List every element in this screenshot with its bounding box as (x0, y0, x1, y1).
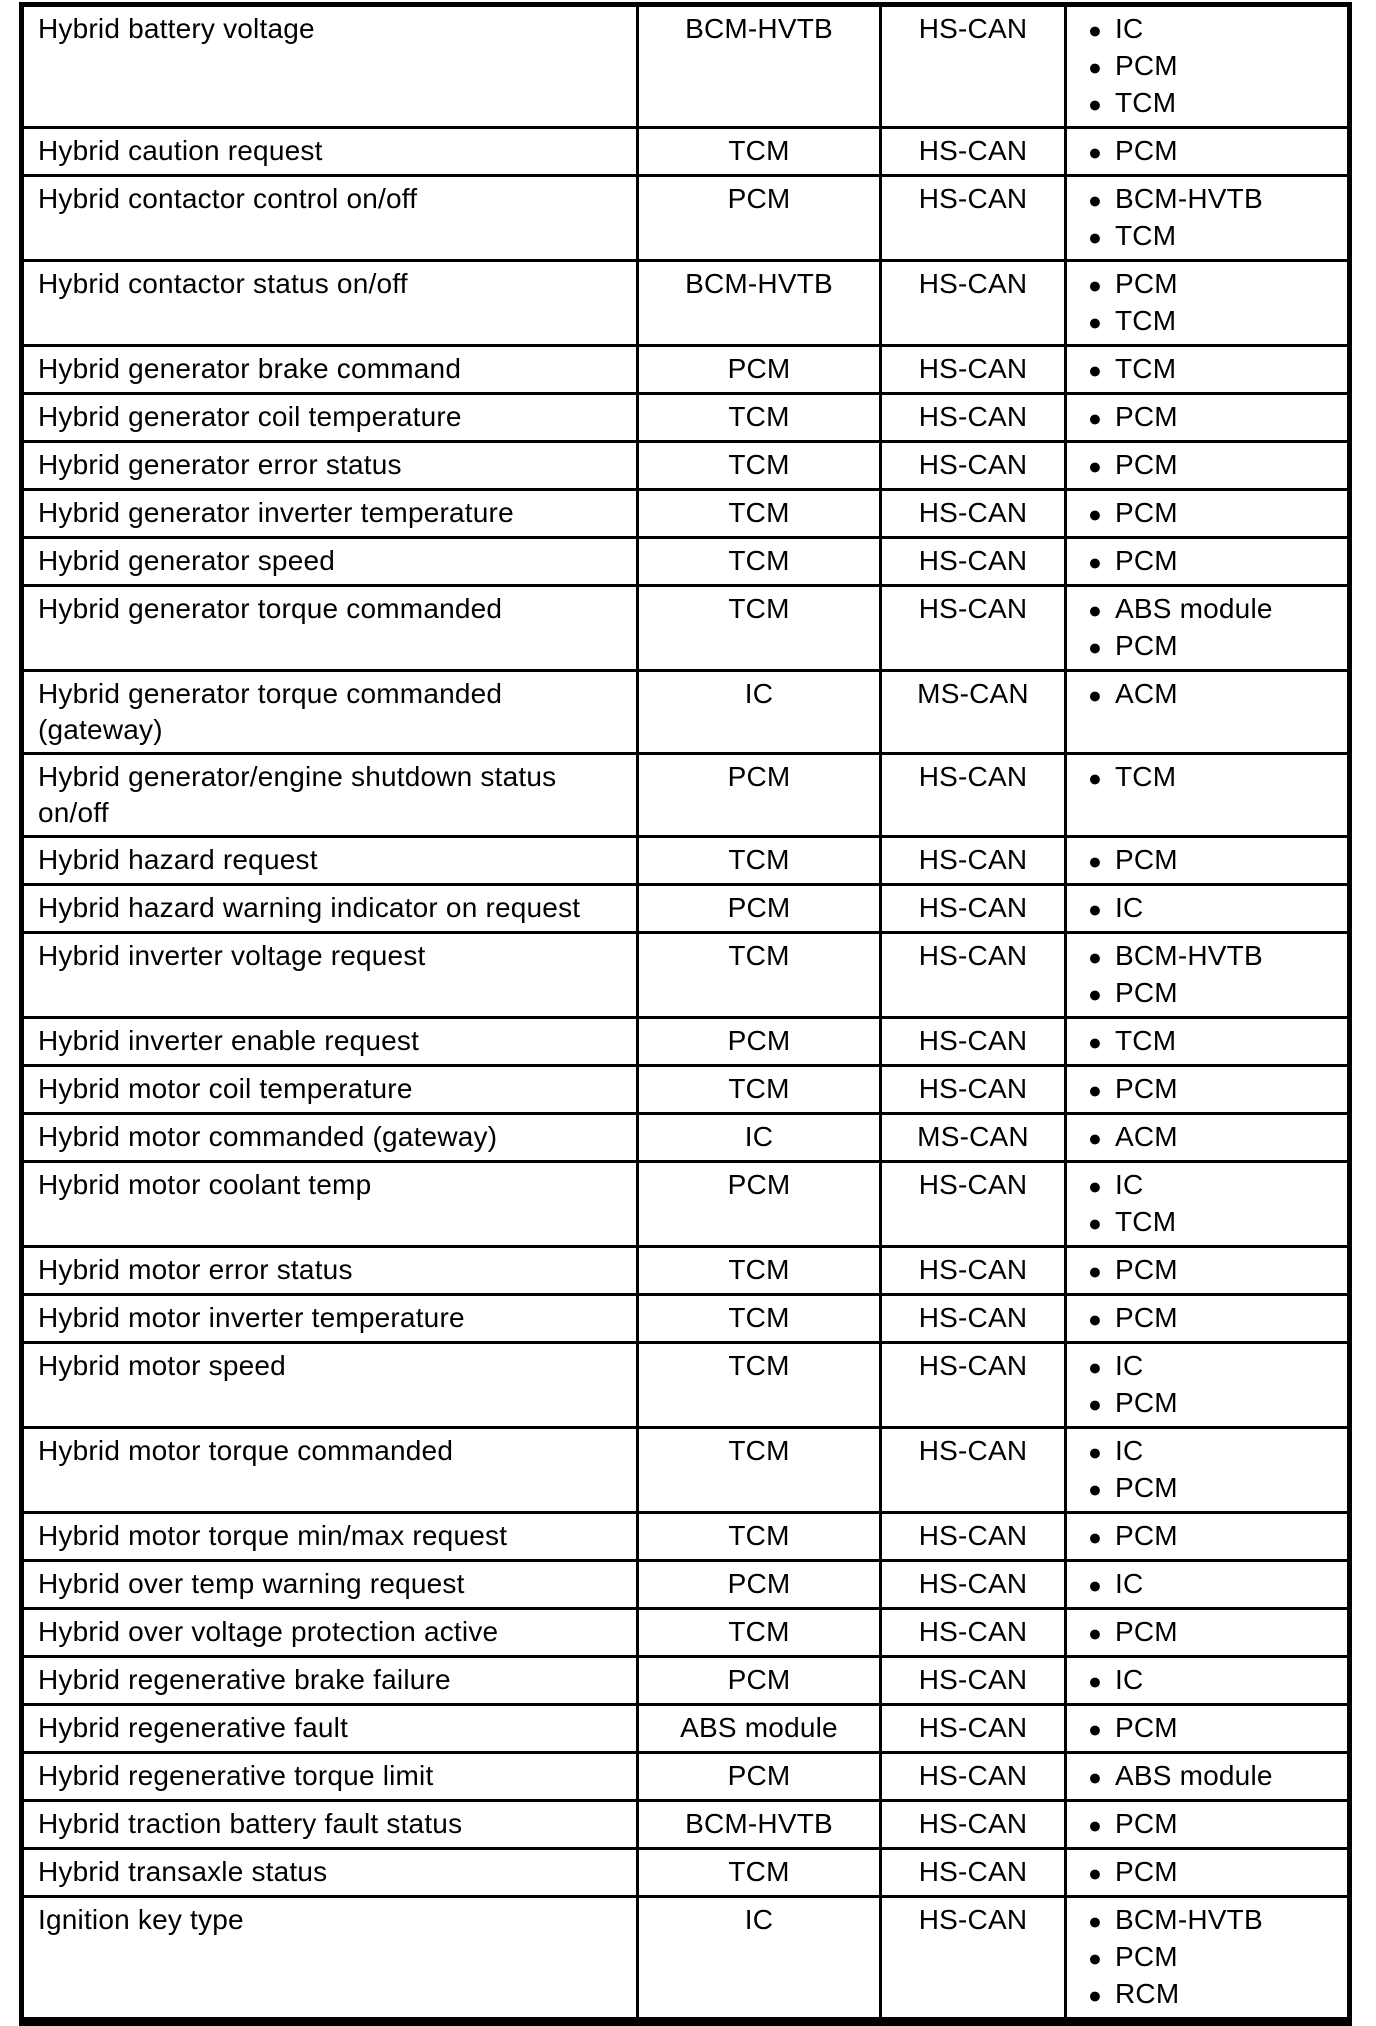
bullet-icon: ● (1088, 1173, 1103, 1199)
table-row (22, 1897, 1350, 2022)
signal-name-cell: Hybrid transaxle status (22, 1849, 638, 1897)
receiver-module-label: PCM (1115, 1387, 1178, 1418)
receiver-item (1088, 1252, 1341, 1289)
receiver-module-label: PCM (1115, 449, 1178, 480)
receiver-module-label: IC (1115, 892, 1144, 923)
receiver-module-label: PCM (1115, 1073, 1178, 1104)
receiver-item (1088, 181, 1341, 218)
receiver-item (1088, 133, 1341, 170)
origin-module-cell: TCM (638, 1295, 881, 1343)
signal-name-cell: Hybrid over voltage protection active (22, 1609, 638, 1657)
signal-name-cell: Hybrid inverter voltage request (22, 933, 638, 1018)
bullet-icon: ● (1088, 187, 1103, 213)
signal-name-cell: Hybrid motor speed (22, 1343, 638, 1428)
receiver-item (1088, 890, 1341, 927)
receiver-item (1088, 495, 1341, 532)
bullet-icon: ● (1088, 682, 1103, 708)
receiver-modules-cell (1066, 346, 1350, 394)
receiver-modules-cell (1066, 933, 1350, 1018)
signal-name-cell: Hybrid motor commanded (gateway) (22, 1114, 638, 1162)
table-row (22, 1657, 1350, 1705)
receiver-module-label: PCM (1115, 1520, 1178, 1551)
origin-module-cell: TCM (638, 442, 881, 490)
bullet-icon: ● (1088, 1077, 1103, 1103)
network-type-cell: HS-CAN (881, 5, 1066, 128)
receiver-modules-cell (1066, 837, 1350, 885)
receiver-module-label: TCM (1115, 353, 1177, 384)
bullet-icon: ● (1088, 1860, 1103, 1886)
receiver-modules-cell (1066, 1018, 1350, 1066)
receiver-modules-cell (1066, 128, 1350, 176)
origin-module-cell: TCM (638, 128, 881, 176)
network-type-cell: HS-CAN (881, 1295, 1066, 1343)
receiver-item (1088, 1470, 1341, 1507)
bullet-icon: ● (1088, 944, 1103, 970)
receiver-modules-cell (1066, 1162, 1350, 1247)
bullet-icon: ● (1088, 549, 1103, 575)
receiver-module-label: PCM (1115, 1302, 1178, 1333)
bullet-icon: ● (1088, 91, 1103, 117)
network-type-cell: HS-CAN (881, 1428, 1066, 1513)
table-row (22, 885, 1350, 933)
bullet-icon: ● (1088, 1029, 1103, 1055)
bullet-icon: ● (1088, 634, 1103, 660)
table-row (22, 1114, 1350, 1162)
receiver-item (1088, 1806, 1341, 1843)
receiver-item (1088, 1614, 1341, 1651)
receiver-item (1088, 842, 1341, 879)
origin-module-cell: PCM (638, 1162, 881, 1247)
network-type-cell: HS-CAN (881, 1343, 1066, 1428)
receiver-modules-cell (1066, 442, 1350, 490)
receiver-item (1088, 266, 1341, 303)
table-row (22, 128, 1350, 176)
receiver-item (1088, 1939, 1341, 1976)
receiver-item (1088, 447, 1341, 484)
signal-name-cell: Hybrid hazard warning indicator on request (22, 885, 638, 933)
origin-module-cell: TCM (638, 1609, 881, 1657)
origin-module-cell: BCM-HVTB (638, 261, 881, 346)
table-row (22, 933, 1350, 1018)
receiver-module-label: RCM (1115, 1978, 1180, 2009)
receiver-module-label: BCM-HVTB (1115, 183, 1263, 214)
bullet-icon: ● (1088, 1210, 1103, 1236)
receiver-item (1088, 1976, 1341, 2013)
bullet-icon: ● (1088, 1945, 1103, 1971)
origin-module-cell: TCM (638, 1343, 881, 1428)
table-row (22, 442, 1350, 490)
receiver-item (1088, 1566, 1341, 1603)
network-type-cell: HS-CAN (881, 885, 1066, 933)
receiver-item (1088, 1300, 1341, 1337)
network-type-cell: HS-CAN (881, 1849, 1066, 1897)
signal-name-cell: Hybrid motor torque commanded (22, 1428, 638, 1513)
network-type-cell: HS-CAN (881, 1066, 1066, 1114)
receiver-modules-cell (1066, 176, 1350, 261)
receiver-module-label: TCM (1115, 220, 1177, 251)
can-signals-table-body (22, 5, 1350, 2022)
bullet-icon: ● (1088, 272, 1103, 298)
receiver-module-label: PCM (1115, 1712, 1178, 1743)
bullet-icon: ● (1088, 1908, 1103, 1934)
receiver-module-label: PCM (1115, 630, 1178, 661)
receiver-module-label: ABS module (1115, 593, 1273, 624)
origin-module-cell: BCM-HVTB (638, 1801, 881, 1849)
origin-module-cell: BCM-HVTB (638, 5, 881, 128)
bullet-icon: ● (1088, 1476, 1103, 1502)
network-type-cell: HS-CAN (881, 754, 1066, 837)
table-row (22, 671, 1350, 754)
bullet-icon: ● (1088, 1439, 1103, 1465)
network-type-cell: HS-CAN (881, 1513, 1066, 1561)
signal-name-cell: Hybrid contactor control on/off (22, 176, 638, 261)
origin-module-cell: PCM (638, 1657, 881, 1705)
receiver-modules-cell (1066, 1657, 1350, 1705)
network-type-cell: HS-CAN (881, 1609, 1066, 1657)
receiver-item (1088, 1758, 1341, 1795)
signal-name-cell: Hybrid generator torque commanded (gateway) (22, 671, 638, 754)
origin-module-cell: PCM (638, 346, 881, 394)
receiver-module-label: TCM (1115, 87, 1177, 118)
table-row (22, 1295, 1350, 1343)
receiver-modules-cell (1066, 671, 1350, 754)
signal-name-cell: Hybrid motor torque min/max request (22, 1513, 638, 1561)
network-type-cell: HS-CAN (881, 538, 1066, 586)
table-row (22, 586, 1350, 671)
receiver-item (1088, 975, 1341, 1012)
origin-module-cell: PCM (638, 1753, 881, 1801)
receiver-module-label: BCM-HVTB (1115, 940, 1263, 971)
receiver-item (1088, 303, 1341, 340)
network-type-cell: HS-CAN (881, 1018, 1066, 1066)
signal-name-cell: Hybrid generator speed (22, 538, 638, 586)
origin-module-cell: TCM (638, 933, 881, 1018)
receiver-module-label: PCM (1115, 844, 1178, 875)
receiver-item (1088, 218, 1341, 255)
table-row (22, 1801, 1350, 1849)
table-row (22, 490, 1350, 538)
table-row (22, 1428, 1350, 1513)
receiver-modules-cell (1066, 586, 1350, 671)
receiver-module-label: TCM (1115, 761, 1177, 792)
receiver-modules-cell (1066, 1849, 1350, 1897)
receiver-module-label: IC (1115, 13, 1144, 44)
bullet-icon: ● (1088, 453, 1103, 479)
receiver-item (1088, 543, 1341, 580)
signal-name-cell: Hybrid regenerative fault (22, 1705, 638, 1753)
receiver-item (1088, 1854, 1341, 1891)
bullet-icon: ● (1088, 1668, 1103, 1694)
network-type-cell: HS-CAN (881, 1247, 1066, 1295)
receiver-module-label: PCM (1115, 977, 1178, 1008)
signal-name-cell: Hybrid motor coil temperature (22, 1066, 638, 1114)
signal-name-cell: Hybrid over temp warning request (22, 1561, 638, 1609)
receiver-modules-cell (1066, 1343, 1350, 1428)
table-row (22, 1018, 1350, 1066)
receiver-modules-cell (1066, 261, 1350, 346)
origin-module-cell: TCM (638, 1513, 881, 1561)
origin-module-cell: TCM (638, 394, 881, 442)
network-type-cell: HS-CAN (881, 442, 1066, 490)
table-row (22, 1513, 1350, 1561)
receiver-modules-cell (1066, 394, 1350, 442)
network-type-cell: HS-CAN (881, 1801, 1066, 1849)
table-row (22, 1609, 1350, 1657)
receiver-item (1088, 1023, 1341, 1060)
receiver-item (1088, 1433, 1341, 1470)
receiver-item (1088, 399, 1341, 436)
origin-module-cell: TCM (638, 538, 881, 586)
origin-module-cell: IC (638, 671, 881, 754)
signal-name-cell: Ignition key type (22, 1897, 638, 2022)
receiver-item (1088, 628, 1341, 665)
network-type-cell: HS-CAN (881, 394, 1066, 442)
signal-name-cell: Hybrid regenerative brake failure (22, 1657, 638, 1705)
signal-name-cell: Hybrid generator coil temperature (22, 394, 638, 442)
signal-name-cell: Hybrid contactor status on/off (22, 261, 638, 346)
receiver-item (1088, 676, 1341, 713)
receiver-module-label: PCM (1115, 135, 1178, 166)
receiver-item (1088, 759, 1341, 796)
network-type-cell: HS-CAN (881, 1897, 1066, 2022)
receiver-item (1088, 1204, 1341, 1241)
receiver-item (1088, 351, 1341, 388)
receiver-module-label: ACM (1115, 678, 1178, 709)
receiver-module-label: PCM (1115, 1941, 1178, 1972)
receiver-modules-cell (1066, 1114, 1350, 1162)
bullet-icon: ● (1088, 848, 1103, 874)
table-row (22, 394, 1350, 442)
origin-module-cell: TCM (638, 1247, 881, 1295)
origin-module-cell: PCM (638, 1018, 881, 1066)
receiver-item (1088, 85, 1341, 122)
receiver-item (1088, 1518, 1341, 1555)
receiver-modules-cell (1066, 1897, 1350, 2022)
receiver-module-label: PCM (1115, 50, 1178, 81)
bullet-icon: ● (1088, 17, 1103, 43)
receiver-module-label: IC (1115, 1664, 1144, 1695)
receiver-module-label: PCM (1115, 1472, 1178, 1503)
network-type-cell: MS-CAN (881, 1114, 1066, 1162)
receiver-modules-cell (1066, 1609, 1350, 1657)
receiver-module-label: PCM (1115, 1254, 1178, 1285)
receiver-modules-cell (1066, 885, 1350, 933)
receiver-module-label: IC (1115, 1350, 1144, 1381)
signal-name-cell: Hybrid motor error status (22, 1247, 638, 1295)
bullet-icon: ● (1088, 597, 1103, 623)
bullet-icon: ● (1088, 1982, 1103, 2008)
receiver-module-label: PCM (1115, 1808, 1178, 1839)
receiver-item (1088, 1348, 1341, 1385)
receiver-item (1088, 938, 1341, 975)
bullet-icon: ● (1088, 1258, 1103, 1284)
network-type-cell: HS-CAN (881, 586, 1066, 671)
receiver-module-label: TCM (1115, 1206, 1177, 1237)
table-row (22, 5, 1350, 128)
bullet-icon: ● (1088, 1764, 1103, 1790)
receiver-item (1088, 11, 1341, 48)
signal-name-cell: Hybrid motor inverter temperature (22, 1295, 638, 1343)
receiver-modules-cell (1066, 1295, 1350, 1343)
table-row (22, 1247, 1350, 1295)
signal-name-cell: Hybrid generator torque commanded (22, 586, 638, 671)
bullet-icon: ● (1088, 981, 1103, 1007)
bullet-icon: ● (1088, 765, 1103, 791)
network-type-cell: HS-CAN (881, 1162, 1066, 1247)
receiver-item (1088, 1385, 1341, 1422)
signal-name-cell: Hybrid caution request (22, 128, 638, 176)
receiver-item (1088, 1710, 1341, 1747)
bullet-icon: ● (1088, 1354, 1103, 1380)
receiver-module-label: IC (1115, 1435, 1144, 1466)
receiver-module-label: TCM (1115, 1025, 1177, 1056)
bullet-icon: ● (1088, 54, 1103, 80)
network-type-cell: HS-CAN (881, 1705, 1066, 1753)
table-row (22, 1066, 1350, 1114)
receiver-module-label: PCM (1115, 1616, 1178, 1647)
table-row (22, 538, 1350, 586)
signal-name-cell: Hybrid hazard request (22, 837, 638, 885)
receiver-module-label: ABS module (1115, 1760, 1273, 1791)
network-type-cell: HS-CAN (881, 1753, 1066, 1801)
bullet-icon: ● (1088, 139, 1103, 165)
bullet-icon: ● (1088, 1620, 1103, 1646)
signal-name-cell: Hybrid generator brake command (22, 346, 638, 394)
bullet-icon: ● (1088, 1524, 1103, 1550)
receiver-item (1088, 591, 1341, 628)
bullet-icon: ● (1088, 1125, 1103, 1151)
signal-name-cell: Hybrid regenerative torque limit (22, 1753, 638, 1801)
network-type-cell: HS-CAN (881, 490, 1066, 538)
receiver-modules-cell (1066, 754, 1350, 837)
bullet-icon: ● (1088, 1306, 1103, 1332)
bullet-icon: ● (1088, 1812, 1103, 1838)
receiver-module-label: IC (1115, 1169, 1144, 1200)
table-row (22, 1561, 1350, 1609)
table-row (22, 346, 1350, 394)
table-row (22, 1705, 1350, 1753)
receiver-module-label: PCM (1115, 401, 1178, 432)
network-type-cell: HS-CAN (881, 346, 1066, 394)
can-signals-table (19, 2, 1352, 2026)
origin-module-cell: TCM (638, 1066, 881, 1114)
bullet-icon: ● (1088, 405, 1103, 431)
origin-module-cell: ABS module (638, 1705, 881, 1753)
receiver-modules-cell (1066, 1513, 1350, 1561)
origin-module-cell: TCM (638, 586, 881, 671)
table-row (22, 1753, 1350, 1801)
network-type-cell: HS-CAN (881, 1657, 1066, 1705)
origin-module-cell: PCM (638, 1561, 881, 1609)
bullet-icon: ● (1088, 1572, 1103, 1598)
receiver-item (1088, 1119, 1341, 1156)
origin-module-cell: IC (638, 1897, 881, 2022)
origin-module-cell: TCM (638, 837, 881, 885)
receiver-module-label: PCM (1115, 268, 1178, 299)
signal-name-cell: Hybrid inverter enable request (22, 1018, 638, 1066)
receiver-modules-cell (1066, 490, 1350, 538)
receiver-item (1088, 1662, 1341, 1699)
signal-name-cell: Hybrid traction battery fault status (22, 1801, 638, 1849)
network-type-cell: HS-CAN (881, 837, 1066, 885)
receiver-modules-cell (1066, 538, 1350, 586)
table-row (22, 261, 1350, 346)
network-type-cell: HS-CAN (881, 261, 1066, 346)
network-type-cell: MS-CAN (881, 671, 1066, 754)
receiver-modules-cell (1066, 1705, 1350, 1753)
receiver-modules-cell (1066, 1066, 1350, 1114)
table-row (22, 1849, 1350, 1897)
signal-name-cell: Hybrid generator inverter temperature (22, 490, 638, 538)
signal-name-cell: Hybrid generator error status (22, 442, 638, 490)
receiver-module-label: IC (1115, 1568, 1144, 1599)
origin-module-cell: TCM (638, 1849, 881, 1897)
table-row (22, 176, 1350, 261)
receiver-modules-cell (1066, 1801, 1350, 1849)
bullet-icon: ● (1088, 309, 1103, 335)
receiver-module-label: PCM (1115, 497, 1178, 528)
origin-module-cell: IC (638, 1114, 881, 1162)
origin-module-cell: TCM (638, 490, 881, 538)
receiver-modules-cell (1066, 5, 1350, 128)
signal-name-cell: Hybrid motor coolant temp (22, 1162, 638, 1247)
receiver-module-label: BCM-HVTB (1115, 1904, 1263, 1935)
receiver-item (1088, 1167, 1341, 1204)
receiver-module-label: PCM (1115, 1856, 1178, 1887)
origin-module-cell: TCM (638, 1428, 881, 1513)
receiver-item (1088, 1071, 1341, 1108)
origin-module-cell: PCM (638, 885, 881, 933)
network-type-cell: HS-CAN (881, 933, 1066, 1018)
network-type-cell: HS-CAN (881, 128, 1066, 176)
origin-module-cell: PCM (638, 754, 881, 837)
signal-name-cell: Hybrid generator/engine shutdown status on/off (22, 754, 638, 837)
bullet-icon: ● (1088, 1716, 1103, 1742)
table-row (22, 1162, 1350, 1247)
network-type-cell: HS-CAN (881, 1561, 1066, 1609)
receiver-module-label: ACM (1115, 1121, 1178, 1152)
bullet-icon: ● (1088, 896, 1103, 922)
bullet-icon: ● (1088, 501, 1103, 527)
receiver-modules-cell (1066, 1428, 1350, 1513)
bullet-icon: ● (1088, 1391, 1103, 1417)
receiver-modules-cell (1066, 1247, 1350, 1295)
receiver-module-label: PCM (1115, 545, 1178, 576)
table-row (22, 754, 1350, 837)
table-row (22, 1343, 1350, 1428)
origin-module-cell: PCM (638, 176, 881, 261)
receiver-modules-cell (1066, 1753, 1350, 1801)
network-type-cell: HS-CAN (881, 176, 1066, 261)
receiver-modules-cell (1066, 1561, 1350, 1609)
receiver-module-label: TCM (1115, 305, 1177, 336)
bullet-icon: ● (1088, 357, 1103, 383)
receiver-item (1088, 48, 1341, 85)
bullet-icon: ● (1088, 224, 1103, 250)
table-row (22, 837, 1350, 885)
signal-name-cell: Hybrid battery voltage (22, 5, 638, 128)
